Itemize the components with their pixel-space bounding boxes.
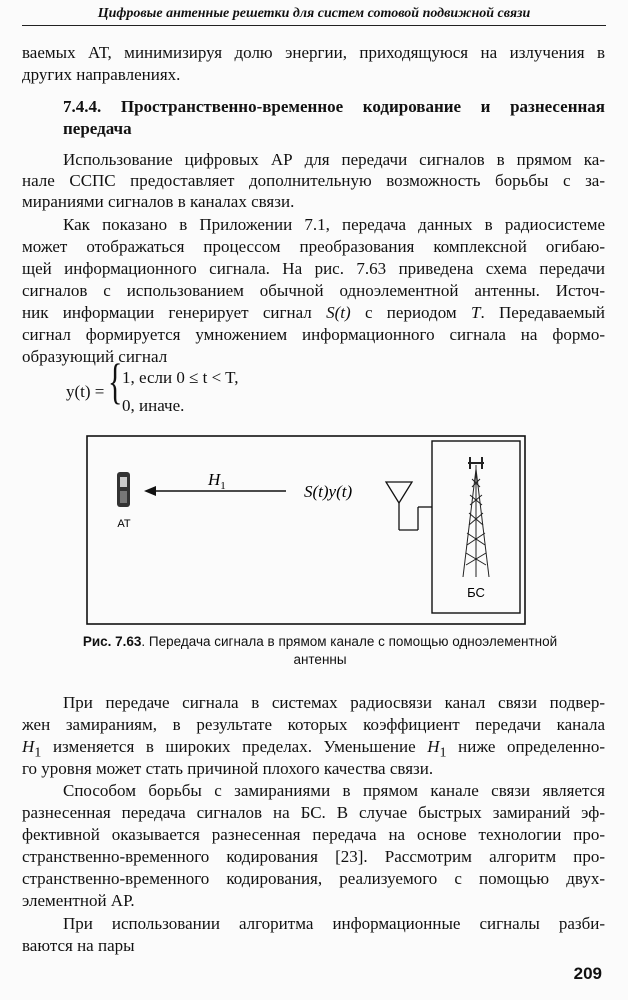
p2-l5e: . Передаваемый bbox=[480, 303, 606, 322]
paragraph-4-line-3: фективной оказывается разнесенная передача на основе технологии про- bbox=[22, 825, 605, 844]
period-symbol: T bbox=[470, 303, 481, 322]
paragraph-2-line-2: может отображаться процессом преобразования комплексной огибаю- bbox=[22, 237, 605, 256]
section-heading-cont: передача bbox=[63, 119, 132, 138]
paragraph-5-line-1: При использовании алгоритма информационные сигналы разби- bbox=[63, 914, 605, 933]
formula-case-1: 1, если 0 ≤ t < T, bbox=[122, 368, 239, 387]
h1-symbol-2: H bbox=[427, 737, 440, 756]
paragraph-1-line-1: Использование цифровых АР для передачи сигналов в прямом ка- bbox=[63, 150, 605, 169]
formula-case-2: 0, иначе. bbox=[122, 396, 185, 415]
channel-label: $H_1$ bbox=[208, 470, 226, 492]
paragraph-2-line-4: сигналов с использованием обычной одноэлементной антенны. Источ- bbox=[22, 281, 605, 300]
terminal-icon bbox=[117, 472, 130, 507]
formula bbox=[66, 353, 326, 422]
formula-brace: { bbox=[108, 353, 123, 409]
running-header: Цифровые антенные решетки для систем сотовой подвижной связи bbox=[22, 6, 606, 26]
figure-frame bbox=[87, 436, 525, 624]
caption-text-2: антенны bbox=[293, 652, 347, 667]
channel-arrow-head bbox=[144, 486, 156, 496]
intro-line-2: других направлениях. bbox=[22, 65, 181, 84]
paragraph-2-line-6: сигнал формируется умножением информационного сигнала на формо- bbox=[22, 325, 605, 344]
paragraph-3-line-1: При передаче сигнала в системах радиосвязи канал связи подвер- bbox=[63, 693, 605, 712]
paragraph-3-line-2: жен замираниям, в результате которых коэффициент передачи канала bbox=[22, 715, 605, 734]
paragraph-3-line-4: го уровня может стать причиной плохого качества связи. bbox=[22, 759, 434, 778]
base-station-tower-icon bbox=[463, 457, 489, 577]
section-heading: 7.4.4. Пространственно-временное кодирование и разнесенная bbox=[63, 97, 605, 116]
h1-symbol: H bbox=[22, 737, 35, 756]
antenna-icon bbox=[386, 482, 432, 530]
paragraph-2-line-3: щей информационного сигнала. На рис. 7.63 приведена схема передачи bbox=[22, 259, 605, 278]
p2-l5c: с периодом bbox=[364, 303, 457, 322]
paragraph-2-line-1: Как показано в Приложении 7.1, передача данных в радиосистеме bbox=[63, 215, 605, 234]
paragraph-4-line-6: элементной АР. bbox=[22, 891, 135, 910]
paragraph-1-line-2: нале ССПС предоставляет дополнительную возможность борьбы с за- bbox=[22, 171, 605, 190]
caption-text-1: . Передача сигнала в прямом канале с помощью одноэлементной bbox=[141, 634, 558, 649]
p2-l5a: ник информации генерирует сигнал bbox=[22, 303, 312, 322]
intro-line-1: ваемых АТ, минимизируя долю энергии, приходящуюся на излучения в bbox=[22, 43, 605, 62]
p3-l3f: ниже определенно- bbox=[446, 737, 605, 756]
signal-label: S(t)y(t) bbox=[304, 482, 353, 501]
signal-symbol: S(t) bbox=[326, 303, 351, 322]
caption-prefix: Рис. 7.63 bbox=[82, 634, 142, 649]
base-station-label: БС bbox=[467, 585, 485, 600]
formula-lhs: y(t) = bbox=[66, 382, 105, 401]
paragraph-4-line-1: Способом борьбы с замираниями в прямом канале связи является bbox=[63, 781, 605, 800]
figure-caption bbox=[60, 633, 580, 669]
h1-sub-2: 1 bbox=[439, 744, 447, 761]
p3-l3c: изменяется в широких пределах. Уменьшение bbox=[41, 737, 428, 756]
terminal-label: АТ bbox=[117, 518, 131, 530]
paragraph-4-line-4: странственно-временного кодирования [23]. Рассмотрим алгоритм про- bbox=[22, 847, 605, 866]
paragraph-4-line-2: разнесенная передача сигналов на БС. В случае быстрых замираний эф- bbox=[22, 803, 605, 822]
paragraph-2-line-5 bbox=[22, 302, 605, 323]
paragraph-1-line-3: мираниями сигналов в каналах связи. bbox=[22, 192, 295, 211]
paragraph-2-line-7: образующий сигнал bbox=[22, 347, 168, 366]
page-number: 209 bbox=[573, 964, 602, 983]
figure-7-63 bbox=[86, 435, 526, 625]
paragraph-5-line-2: ваются на пары bbox=[22, 936, 135, 955]
h1-sub: 1 bbox=[34, 744, 42, 761]
paragraph-4-line-5: странственно-временного кодирования, реализуемого с помощью двух- bbox=[22, 869, 605, 888]
